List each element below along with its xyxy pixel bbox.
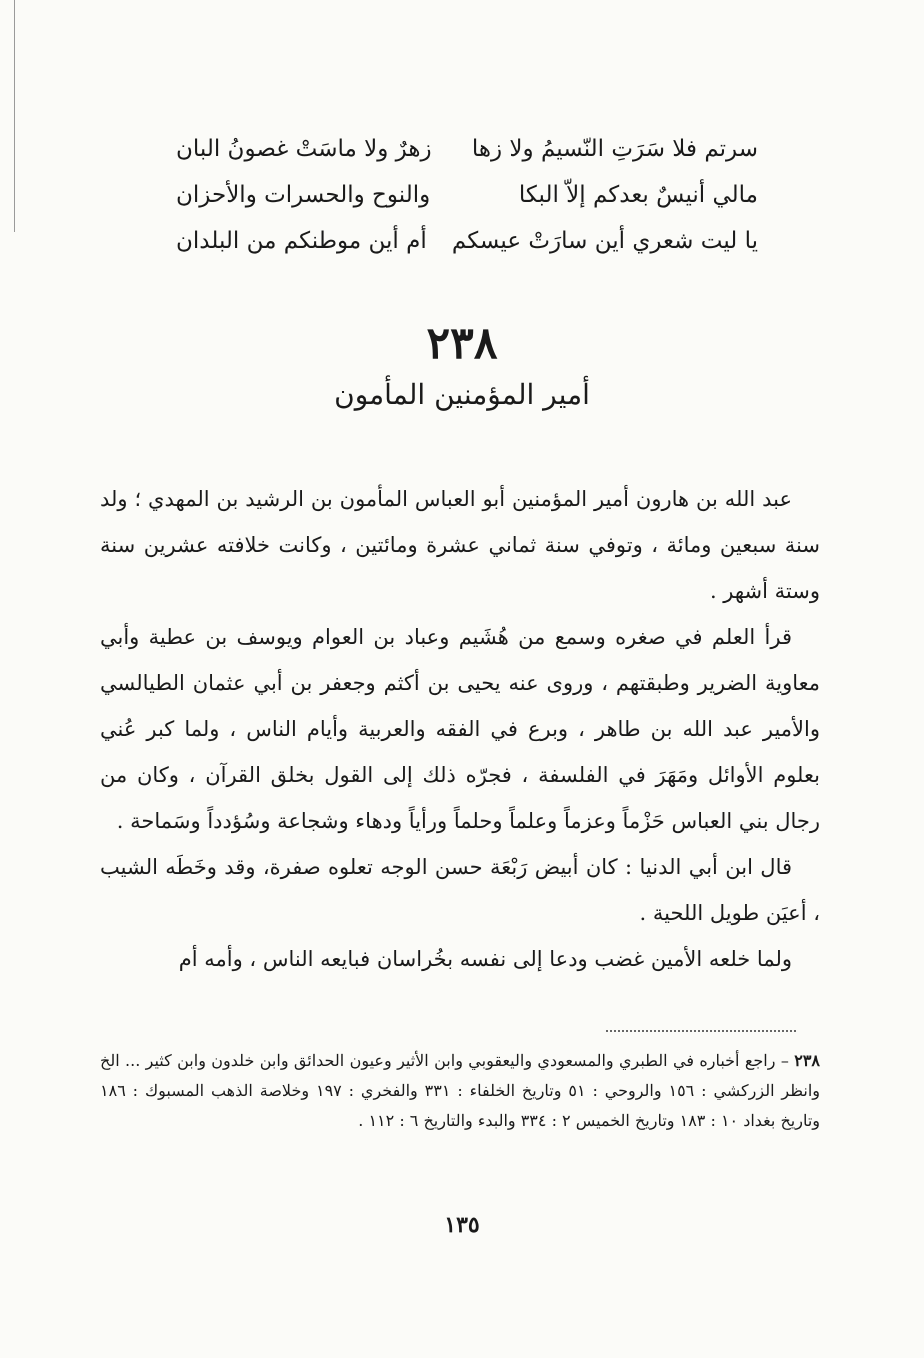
poem-first-hemistich: يا ليت شعري أين سارَتْ عيسكم bbox=[451, 228, 758, 254]
footnote bbox=[100, 1046, 820, 1136]
paragraph: ولما خلعه الأمين غضب ودعا إلى نفسه بخُراسان فبايعه الناس ، وأمه أم bbox=[178, 947, 792, 971]
paragraph: عبد الله بن هارون أمير المؤمنين أبو العباس المأمون بن الرشيد بن المهدي ؛ ولد سنة سبعين ومائة ، وتوفي سنة ثماني عشرة ومائتين ، وكانت خلافته عشرين سنة وستة أشهر . bbox=[100, 487, 820, 603]
paragraph: قال ابن أبي الدنيا : كان أبيض رَبْعَة حسن الوجه تعلوه صفرة، وقد وخَطَه الشيب ، أعيَن طويل اللحية . bbox=[100, 855, 820, 925]
poem-block bbox=[176, 126, 758, 264]
body-text bbox=[100, 476, 820, 982]
entry-number: ٢٣٨ bbox=[426, 318, 498, 369]
footnote-text: – راجع أخباره في الطبري والمسعودي واليعقوبي وابن الأثير وعيون الحدائق وابن خلدون وابن كثير ... الخ وانظر الزركشي : ١٥٦ والروحي : ٥١ وتاريخ الخلفاء : ٣٣١ والفخري : ١٩٧ وخلاصة الذهب المسبوك : ١٨٦ وتاريخ بغداد ١٠ : ١٨٣ وتاريخ الخميس ٢ : ٣٣٤ والبدء والتاريخ ٦ : ١١٢ . bbox=[100, 1051, 821, 1130]
paragraph: قرأ العلم في صغره وسمع من هُشَيم وعباد بن العوام ويوسف بن عطية وأبي معاوية الضرير وطبقتهم ، وروى عنه يحيى بن أكثم وجعفر بن أبي عثمان الطيالسي والأمير عبد الله بن طاهر ، وبرع في الفقه والعربية وأيام الناس ، ولما كبر عُني بعلوم الأوائل ومَهَرَ في الفلسفة ، فجرّه ذلك إلى القول بخلق القرآن ، وكان من رجال بني العباس حَزْماً وعزماً وعلماً وحلماً ورأياً ودهاء وشجاعة وسُؤدداً وسَماحة . bbox=[100, 625, 820, 833]
scan-edge-line bbox=[14, 0, 15, 232]
entry-title: أمير المؤمنين المأمون bbox=[334, 378, 590, 411]
footnote-ref: ٢٣٨ bbox=[794, 1051, 820, 1070]
poem-first-hemistich: مالي أنيسٌ بعدكم إلاّ البكا bbox=[518, 182, 758, 208]
poem-line bbox=[176, 172, 758, 218]
page-number: ١٣٥ bbox=[444, 1212, 480, 1238]
footnote-paragraph bbox=[100, 1046, 820, 1136]
footnote-divider bbox=[606, 1030, 796, 1032]
poem-second-hemistich: أم أين موطنكم من البلدان bbox=[176, 228, 427, 254]
poem-second-hemistich: زهرٌ ولا ماسَتْ غصونُ البان bbox=[176, 136, 432, 162]
poem-line bbox=[176, 218, 758, 264]
poem-second-hemistich: والنوح والحسرات والأحزان bbox=[176, 182, 431, 208]
poem-line bbox=[176, 126, 758, 172]
poem-first-hemistich: سرتم فلا سَرَتِ النّسيمُ ولا زها bbox=[471, 136, 758, 162]
